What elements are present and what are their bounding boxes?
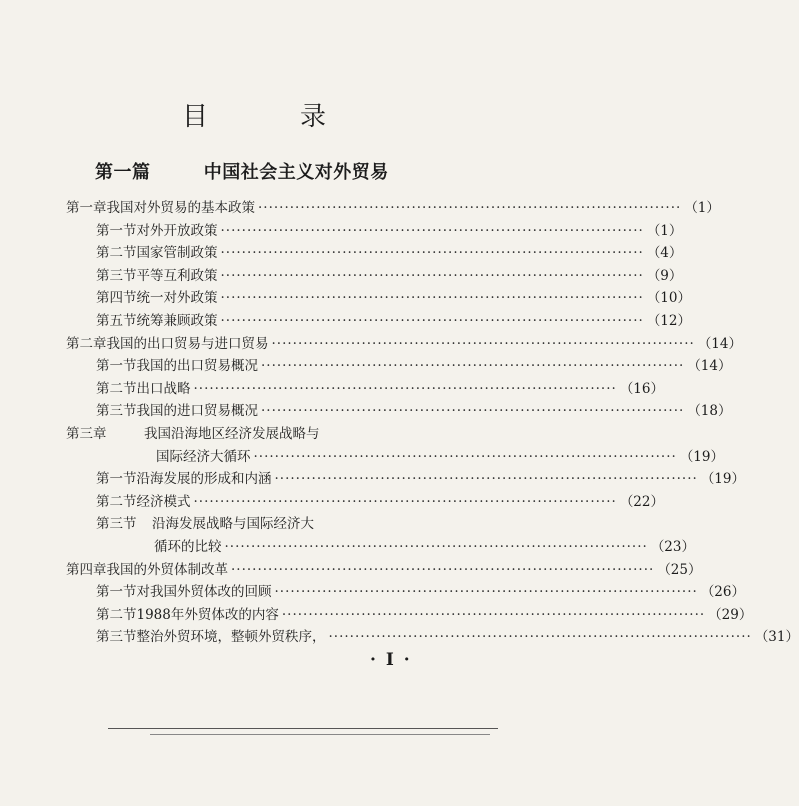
leader-dots: ················································································ xyxy=(271,335,695,352)
section-label: 第三节 xyxy=(96,629,137,646)
entry-title: 1988年外贸体改的内容 xyxy=(136,606,279,623)
leader-dots: ················································································ xyxy=(261,358,685,375)
section-label: 第一节 xyxy=(96,471,137,488)
entry-title: 统一对外政策 xyxy=(136,290,218,307)
toc-section-row xyxy=(96,241,683,263)
section-label: 第一节 xyxy=(96,358,137,375)
page-folio: · I · xyxy=(370,650,412,670)
toc-section-row xyxy=(96,580,745,602)
toc-section-row xyxy=(96,286,691,308)
page-number: （23） xyxy=(650,539,695,555)
chapter-label: 第二章 xyxy=(66,335,107,352)
section-label: 第四节 xyxy=(96,290,137,307)
page-number: （19） xyxy=(679,448,724,465)
part-title: 中国社会主义对外贸易 xyxy=(203,162,389,183)
section-label: 第二节 xyxy=(96,245,137,262)
toc-section-row xyxy=(96,219,683,241)
toc-section-row xyxy=(96,467,745,489)
entry-title: 平等互利政策 xyxy=(136,267,218,284)
toc-section-row xyxy=(96,264,683,286)
page-number: （19） xyxy=(700,471,745,488)
entry-title: 国家管制政策 xyxy=(136,245,218,262)
toc-chapter-row xyxy=(156,445,724,467)
entry-title: 经济模式 xyxy=(136,493,191,510)
leader-dots: ················································································ xyxy=(220,313,644,329)
toc-section-row xyxy=(96,512,452,534)
leader-dots: ················································································ xyxy=(231,561,655,578)
toc-section-row xyxy=(96,309,691,331)
leader-dots: ················································································ xyxy=(274,471,698,488)
bottom-rule xyxy=(108,728,498,729)
leader-dots: ················································································ xyxy=(220,245,644,262)
chapter-label: 第三章 xyxy=(66,426,107,442)
page-number: （25） xyxy=(657,561,702,578)
toc-section-row xyxy=(96,354,732,376)
entry-title: 我国对外贸易的基本政策 xyxy=(106,200,255,216)
entry-title: 出口战略 xyxy=(136,380,191,397)
toc-section-row xyxy=(96,377,664,399)
entry-title: 我国的进口贸易概况 xyxy=(136,403,258,420)
section-label: 第五节 xyxy=(96,313,137,329)
page-number: （22） xyxy=(619,493,664,510)
entry-title: 沿海发展战略与国际经济大 xyxy=(152,516,314,533)
page-number: （26） xyxy=(700,584,745,601)
section-label: 第二节 xyxy=(96,380,137,397)
toc-chapter-row xyxy=(66,558,702,580)
section-label: 第一节 xyxy=(96,584,137,601)
section-label: 第三节 xyxy=(96,403,137,420)
section-label: 第三节 xyxy=(96,267,137,284)
leader-dots: ················································································ xyxy=(274,584,698,601)
page-number: （18） xyxy=(687,403,732,420)
toc-chapter-row xyxy=(66,332,742,354)
page-number: （9） xyxy=(646,267,683,284)
entry-title: 我国的出口贸易与进口贸易 xyxy=(106,335,269,352)
entry-title: 循环的比较 xyxy=(154,539,222,555)
page-title-char-1: 目 xyxy=(182,102,211,132)
leader-dots: ················································································ xyxy=(193,493,617,510)
page-number: （10） xyxy=(646,290,691,307)
entry-title: 对我国外贸体改的回顾 xyxy=(136,584,272,601)
toc-chapter-row xyxy=(66,422,452,444)
entry-title: 整治外贸环境，整顿外贸秩序， xyxy=(136,629,326,646)
leader-dots: ················································································ xyxy=(281,606,706,623)
chapter-label: 第一章 xyxy=(66,200,107,216)
toc-section-row xyxy=(96,399,732,421)
page-number: （4） xyxy=(646,245,683,262)
entry-title: 我国沿海地区经济发展战略与 xyxy=(144,426,320,442)
entry-title: 我国的外贸体制改革 xyxy=(106,561,228,578)
part-heading xyxy=(95,158,425,184)
page-number: （1） xyxy=(646,222,683,239)
toc-section-row xyxy=(154,535,695,557)
entry-title: 我国的出口贸易概况 xyxy=(136,358,258,375)
toc-section-row xyxy=(96,625,799,647)
page-title-char-2: 录 xyxy=(300,102,329,132)
leader-dots: ················································································ xyxy=(261,403,685,420)
leader-dots: ················································································ xyxy=(253,448,677,465)
toc-chapter-row xyxy=(66,196,720,218)
leader-dots: ················································································ xyxy=(258,200,682,216)
section-label: 第二节 xyxy=(96,606,137,623)
entry-title: 沿海发展的形成和内涵 xyxy=(136,471,272,488)
chapter-label: 第四章 xyxy=(66,561,107,578)
part-number: 第一篇 xyxy=(95,162,151,183)
leader-dots: ················································································ xyxy=(220,290,644,307)
page-number: （1） xyxy=(684,200,720,216)
page-number: （16） xyxy=(619,380,664,397)
page-number: （31） xyxy=(754,629,799,646)
leader-dots: ················································································ xyxy=(220,267,644,284)
leader-dots: ················································································ xyxy=(328,629,752,646)
page-number: （29） xyxy=(708,606,753,623)
toc-section-row xyxy=(96,490,664,512)
leader-dots: ················································································ xyxy=(224,539,648,555)
page-number: （12） xyxy=(646,313,691,329)
entry-title: 国际经济大循环 xyxy=(156,448,251,465)
toc-section-row xyxy=(96,603,753,625)
bottom-rule-thin xyxy=(150,734,490,735)
entry-title: 对外开放政策 xyxy=(136,222,218,239)
page-number: （14） xyxy=(687,358,732,375)
entry-title: 统筹兼顾政策 xyxy=(136,313,218,329)
leader-dots: ················································································ xyxy=(220,222,644,239)
section-label: 第三节 xyxy=(96,516,137,533)
section-label: 第二节 xyxy=(96,493,137,510)
section-label: 第一节 xyxy=(96,222,137,239)
page-number: （14） xyxy=(697,335,742,352)
leader-dots: ················································································ xyxy=(193,380,617,397)
